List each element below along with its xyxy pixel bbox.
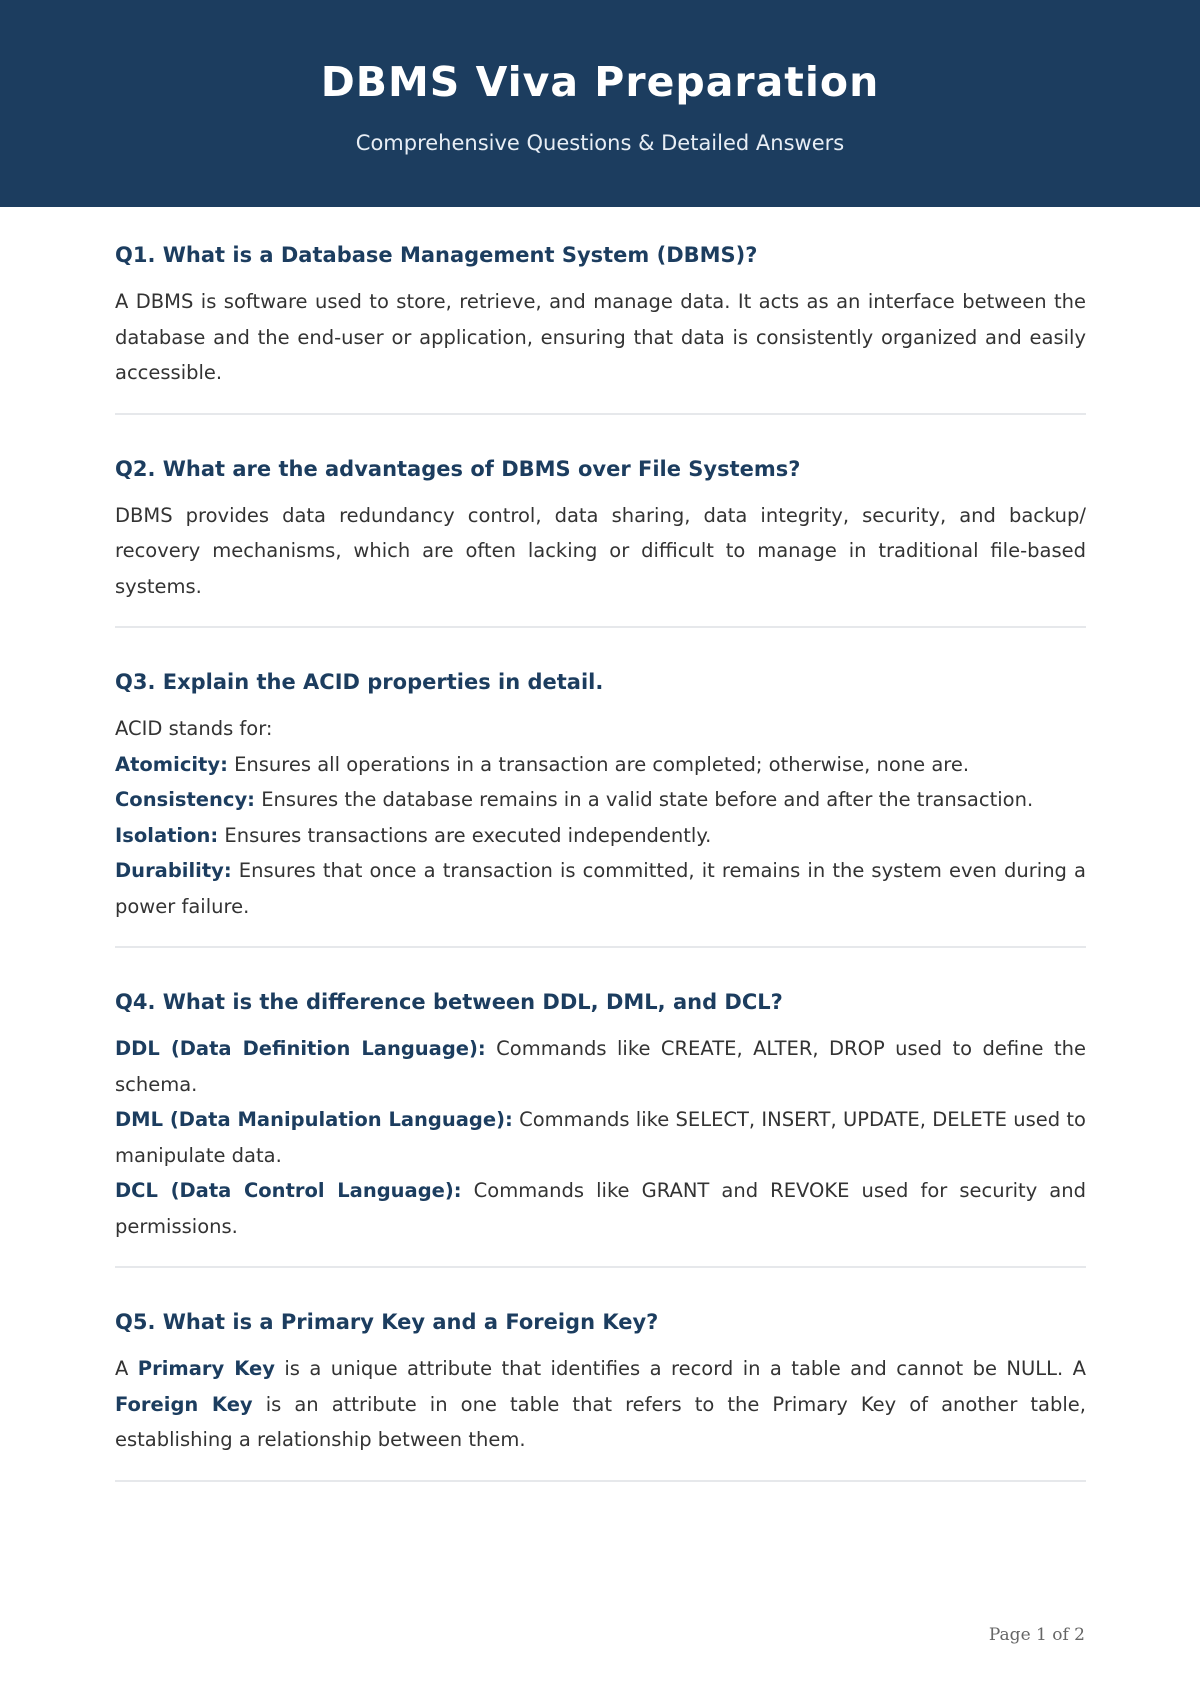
language-term: DDL (Data Definition Language): bbox=[115, 1037, 486, 1060]
foreign-key-term: Foreign Key bbox=[115, 1392, 253, 1416]
answer-text: is a unique attribute that identifies a record in a table and cannot be NULL. A bbox=[274, 1357, 1086, 1380]
question-3: Q3. Explain the ACID properties in detail. bbox=[115, 670, 604, 694]
answer-3 bbox=[115, 711, 1086, 924]
qa-item-1 bbox=[115, 240, 1086, 415]
document-header bbox=[0, 0, 1200, 207]
language-text: Commands like GRANT and REVOKE used for security and permissions. bbox=[115, 1179, 1086, 1238]
qa-list bbox=[115, 240, 1086, 1521]
answer-text: is an attribute in one table that refers to the Primary Key of another table, establishing a relationship between them. bbox=[115, 1392, 1086, 1451]
acid-term: Durability: bbox=[115, 859, 232, 882]
question-5: Q5. What is a Primary Key and a Foreign Key? bbox=[115, 1310, 659, 1334]
question-4: Q4. What is the difference between DDL, DML, and DCL? bbox=[115, 990, 783, 1014]
language-text: Commands like SELECT, INSERT, UPDATE, DELETE used to manipulate data. bbox=[115, 1108, 1086, 1167]
acid-item-atomicity bbox=[115, 747, 1086, 783]
acid-term: Isolation: bbox=[115, 823, 219, 847]
question-1: Q1. What is a Database Management System (DBMS)? bbox=[115, 243, 758, 267]
acid-item-durability bbox=[115, 853, 1086, 924]
answer-4 bbox=[115, 1031, 1086, 1244]
language-item-dcl bbox=[115, 1173, 1086, 1244]
language-term: DML (Data Manipulation Language): bbox=[115, 1108, 513, 1131]
language-term: DCL (Data Control Language): bbox=[115, 1179, 462, 1202]
primary-key-term: Primary Key bbox=[137, 1357, 275, 1380]
answer-text: A bbox=[115, 1357, 138, 1380]
document-subtitle: Comprehensive Questions & Detailed Answers bbox=[355, 131, 845, 155]
document-title: DBMS Viva Preparation bbox=[320, 58, 880, 106]
language-text: Commands like CREATE, ALTER, DROP used to define the schema. bbox=[115, 1037, 1086, 1096]
acid-term: Consistency: bbox=[115, 788, 255, 811]
language-item-dml bbox=[115, 1102, 1086, 1173]
acid-text: Ensures the database remains in a valid state before and after the transaction. bbox=[255, 788, 1034, 811]
acid-text: Ensures that once a transaction is committed, it remains in the system even during a power failure. bbox=[115, 859, 1086, 918]
acid-text: Ensures transactions are executed independently. bbox=[218, 823, 712, 847]
acid-item-consistency bbox=[115, 782, 1086, 818]
qa-item-4 bbox=[115, 987, 1086, 1268]
answer-1: A DBMS is software used to store, retrieve, and manage data. It acts as an interface between the database and the end-user or application, ensuring that data is consistently organized and easily accessible. bbox=[115, 290, 1086, 384]
answer-2: DBMS provides data redundancy control, data sharing, data integrity, security, and backup/ recovery mechanisms, which are often lacking or difficult to manage in traditional file-based systems. bbox=[115, 503, 1086, 598]
acid-term: Atomicity: bbox=[115, 752, 228, 776]
acid-item-isolation bbox=[115, 818, 1086, 854]
qa-item-2 bbox=[115, 454, 1086, 629]
qa-item-3 bbox=[115, 667, 1086, 948]
language-item-ddl bbox=[115, 1031, 1086, 1102]
qa-item-5 bbox=[115, 1307, 1086, 1482]
answer-5 bbox=[115, 1351, 1086, 1458]
question-2: Q2. What are the advantages of DBMS over File Systems? bbox=[115, 456, 801, 481]
page-number: Page 1 of 2 bbox=[988, 1625, 1085, 1645]
acid-intro: ACID stands for: bbox=[115, 717, 273, 740]
acid-text: Ensures all operations in a transaction are completed; otherwise, none are. bbox=[227, 752, 970, 776]
